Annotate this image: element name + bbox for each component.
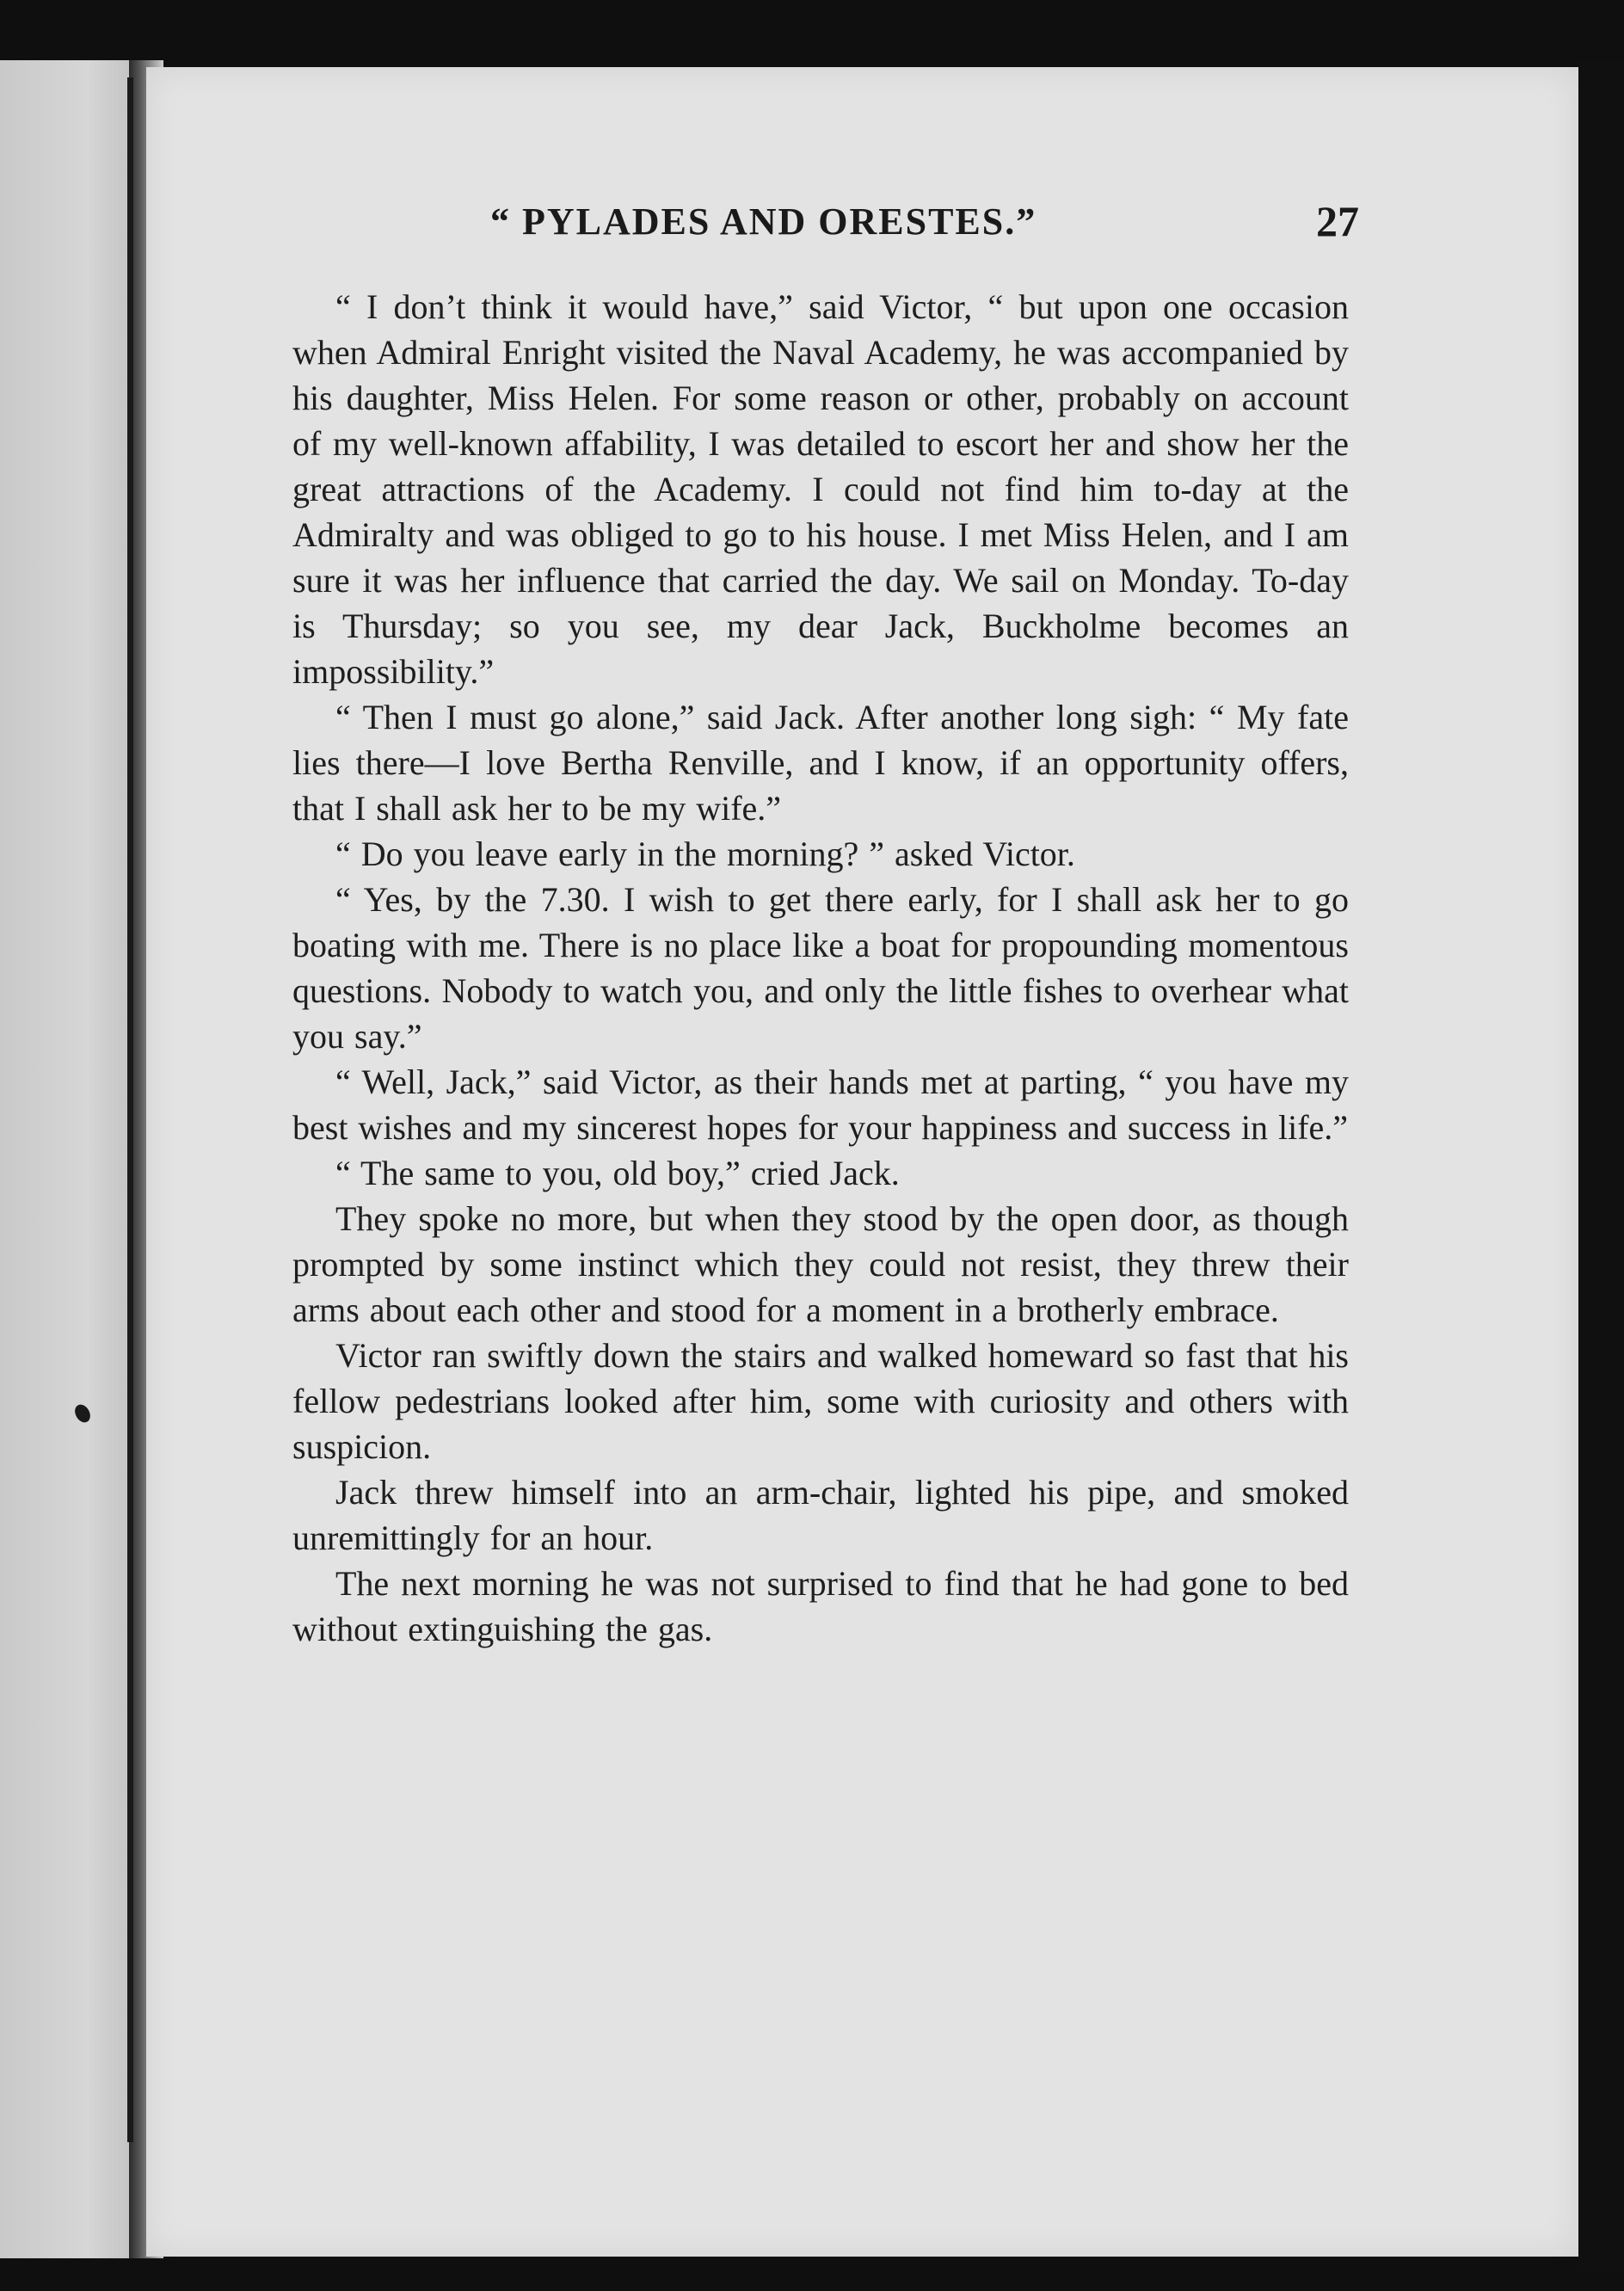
paragraph: “ I don’t think it would have,” said Victor, “ but upon one occasion when Admiral Enright visited the Naval Academy, he was accompanied by his daughter, Miss Helen. For some reason or other, probably on account of my well-known affability, I was detailed to escort her and show her the great attractions of the Academy. I could not find him to-day at the Admiralty and was obliged to go to his house. I met Miss Helen, and I am sure it was her influence that carried the day. We sail on Monday. To-day is Thursday; so you see, my dear Jack, Buckholme becomes an impossibility.” xyxy=(292,287,1349,691)
body-text xyxy=(292,284,1349,1652)
paragraph: Jack threw himself into an arm-chair, lighted his pipe, and smoked unremittingly for an hour. xyxy=(292,1473,1349,1557)
paragraph: Victor ran swiftly down the stairs and walked homeward so fast that his fellow pedestrians looked after him, some with curiosity and others with suspicion. xyxy=(292,1336,1349,1466)
page-number: 27 xyxy=(1316,197,1359,245)
facing-page-edge xyxy=(0,60,146,2258)
paragraph: “ Yes, by the 7.30. I wish to get there early, for I shall ask her to go boating with me. There is no place like a boat for propounding momentous questions. Nobody to watch you, and only the little fishes to overhear what you say.” xyxy=(292,880,1349,1056)
paragraph: “ Do you leave early in the morning? ” asked Victor. xyxy=(335,834,1075,873)
paragraph: “ Then I must go alone,” said Jack. After another long sigh: “ My fate lies there—I love Bertha Renville, and I know, if an opportunity offers, that I shall ask her to be my wife.” xyxy=(292,698,1349,828)
running-title: “ PYLADES AND ORESTES.” xyxy=(490,200,1037,243)
paragraph: The next morning he was not surprised to find that he had gone to bed without extinguishing the gas. xyxy=(292,1564,1349,1648)
paragraph: “ Well, Jack,” said Victor, as their hands met at parting, “ you have my best wishes and my sincerest hopes for your happiness and success in life.” xyxy=(292,1062,1349,1147)
paragraph: They spoke no more, but when they stood by the open door, as though prompted by some instinct which they could not resist, they threw their arms about each other and stood for a moment in a brotherly embrace. xyxy=(292,1199,1349,1329)
running-head xyxy=(344,197,1359,268)
paragraph: “ The same to you, old boy,” cried Jack. xyxy=(335,1154,900,1192)
binding-shadow xyxy=(127,77,133,2142)
scan-background-edge xyxy=(1578,60,1624,2271)
